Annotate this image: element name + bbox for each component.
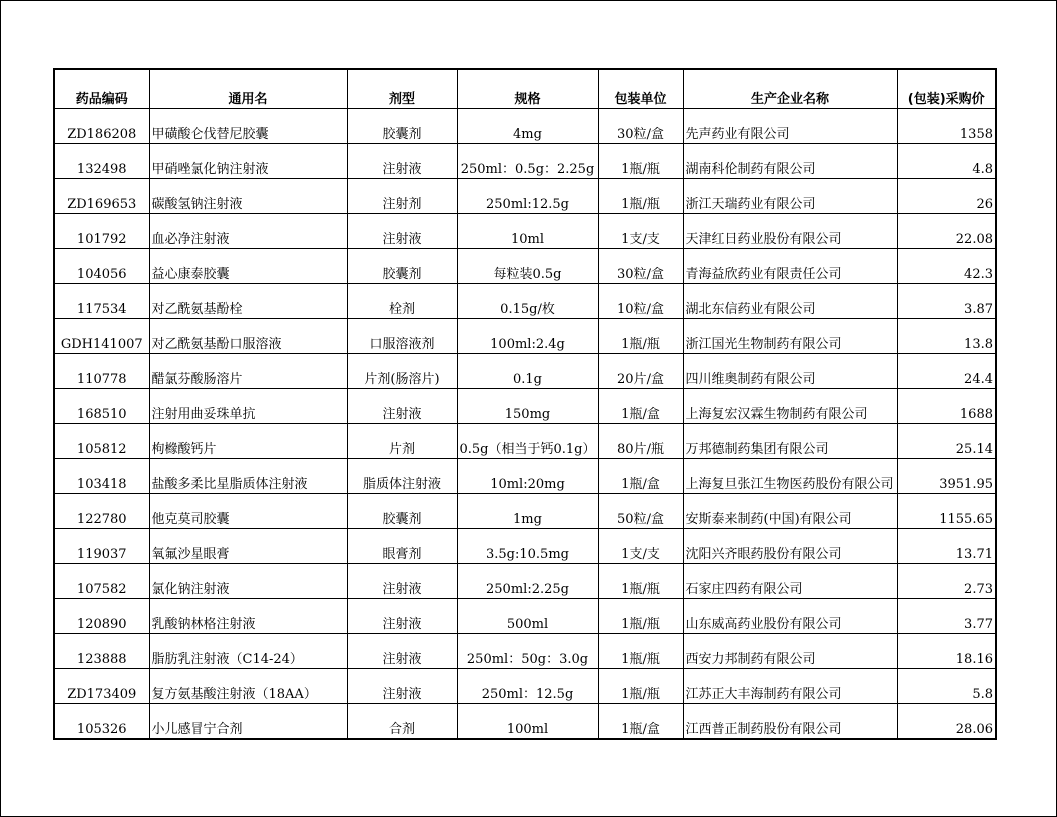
- cell-form: 注射液: [347, 389, 457, 424]
- header-price: (包装)采购价: [897, 69, 996, 109]
- cell-unit: 1瓶/瓶: [598, 564, 683, 599]
- cell-maker: 湖南科伦制药有限公司: [683, 144, 897, 179]
- cell-form: 胶囊剂: [347, 494, 457, 529]
- cell-code: 120890: [54, 599, 149, 634]
- cell-code: GDH141007: [54, 319, 149, 354]
- table-row: [54, 599, 996, 634]
- cell-unit: 30粒/盒: [598, 109, 683, 144]
- table-row: [54, 564, 996, 599]
- cell-name: 注射用曲妥珠单抗: [149, 389, 347, 424]
- table-row: [54, 354, 996, 389]
- table-row: [54, 494, 996, 529]
- cell-code: 107582: [54, 564, 149, 599]
- cell-code: 101792: [54, 214, 149, 249]
- cell-code: 105812: [54, 424, 149, 459]
- cell-unit: 1瓶/瓶: [598, 669, 683, 704]
- cell-unit: 1瓶/瓶: [598, 144, 683, 179]
- table-body: [54, 109, 996, 740]
- cell-maker: 青海益欣药业有限责任公司: [683, 249, 897, 284]
- cell-form: 注射剂: [347, 179, 457, 214]
- cell-price: 3951.95: [897, 459, 996, 494]
- cell-price: 1155.65: [897, 494, 996, 529]
- cell-unit: 80片/瓶: [598, 424, 683, 459]
- cell-maker: 浙江天瑞药业有限公司: [683, 179, 897, 214]
- cell-form: 口服溶液剂: [347, 319, 457, 354]
- cell-price: 28.06: [897, 704, 996, 740]
- cell-name: 乳酸钠林格注射液: [149, 599, 347, 634]
- cell-spec: 10ml: [457, 214, 598, 249]
- cell-name: 益心康泰胶囊: [149, 249, 347, 284]
- cell-price: 1688: [897, 389, 996, 424]
- cell-form: 注射液: [347, 214, 457, 249]
- table-row: [54, 319, 996, 354]
- cell-code: 122780: [54, 494, 149, 529]
- header-unit: 包装单位: [598, 69, 683, 109]
- cell-maker: 浙江国光生物制药有限公司: [683, 319, 897, 354]
- table-row: [54, 249, 996, 284]
- cell-price: 13.8: [897, 319, 996, 354]
- table-row: [54, 214, 996, 249]
- cell-name: 他克莫司胶囊: [149, 494, 347, 529]
- cell-maker: 山东威高药业股份有限公司: [683, 599, 897, 634]
- cell-price: 13.71: [897, 529, 996, 564]
- cell-price: 26: [897, 179, 996, 214]
- cell-form: 注射液: [347, 634, 457, 669]
- header-maker: 生产企业名称: [683, 69, 897, 109]
- cell-code: ZD186208: [54, 109, 149, 144]
- cell-spec: 4mg: [457, 109, 598, 144]
- cell-price: 18.16: [897, 634, 996, 669]
- cell-form: 胶囊剂: [347, 249, 457, 284]
- cell-spec: 500ml: [457, 599, 598, 634]
- cell-spec: 100ml: [457, 704, 598, 740]
- cell-form: 片剂(肠溶片): [347, 354, 457, 389]
- table-row: [54, 634, 996, 669]
- cell-maker: 沈阳兴齐眼药股份有限公司: [683, 529, 897, 564]
- cell-unit: 30粒/盒: [598, 249, 683, 284]
- cell-form: 注射液: [347, 564, 457, 599]
- cell-unit: 1瓶/盒: [598, 459, 683, 494]
- table-row: [54, 389, 996, 424]
- cell-spec: 250ml:12.5g: [457, 179, 598, 214]
- cell-code: 110778: [54, 354, 149, 389]
- cell-form: 脂质体注射液: [347, 459, 457, 494]
- cell-code: ZD169653: [54, 179, 149, 214]
- cell-name: 盐酸多柔比星脂质体注射液: [149, 459, 347, 494]
- cell-spec: 0.15g/枚: [457, 284, 598, 319]
- table-row: [54, 459, 996, 494]
- cell-code: 132498: [54, 144, 149, 179]
- table-row: [54, 179, 996, 214]
- header-row: [54, 69, 996, 109]
- cell-price: 3.77: [897, 599, 996, 634]
- cell-unit: 1瓶/瓶: [598, 599, 683, 634]
- cell-unit: 1支/支: [598, 214, 683, 249]
- cell-maker: 湖北东信药业有限公司: [683, 284, 897, 319]
- cell-unit: 1支/支: [598, 529, 683, 564]
- cell-name: 血必净注射液: [149, 214, 347, 249]
- cell-name: 氧氟沙星眼膏: [149, 529, 347, 564]
- cell-price: 2.73: [897, 564, 996, 599]
- cell-spec: 3.5g:10.5mg: [457, 529, 598, 564]
- cell-price: 42.3: [897, 249, 996, 284]
- cell-code: 103418: [54, 459, 149, 494]
- cell-form: 注射液: [347, 144, 457, 179]
- header-code: 药品编码: [54, 69, 149, 109]
- cell-price: 22.08: [897, 214, 996, 249]
- cell-maker: 四川维奥制药有限公司: [683, 354, 897, 389]
- cell-maker: 先声药业有限公司: [683, 109, 897, 144]
- cell-code: 105326: [54, 704, 149, 740]
- cell-maker: 万邦德制药集团有限公司: [683, 424, 897, 459]
- table-row: [54, 144, 996, 179]
- cell-price: 3.87: [897, 284, 996, 319]
- cell-unit: 1瓶/瓶: [598, 179, 683, 214]
- cell-unit: 1瓶/瓶: [598, 319, 683, 354]
- cell-form: 栓剂: [347, 284, 457, 319]
- cell-form: 注射液: [347, 669, 457, 704]
- cell-maker: 江苏正大丰海制药有限公司: [683, 669, 897, 704]
- cell-name: 枸橼酸钙片: [149, 424, 347, 459]
- cell-spec: 250ml:2.25g: [457, 564, 598, 599]
- cell-name: 氯化钠注射液: [149, 564, 347, 599]
- cell-maker: 石家庄四药有限公司: [683, 564, 897, 599]
- cell-name: 小儿感冒宁合剂: [149, 704, 347, 740]
- cell-maker: 西安力邦制药有限公司: [683, 634, 897, 669]
- table-row: [54, 109, 996, 144]
- cell-spec: 0.5g（相当于钙0.1g）: [457, 424, 598, 459]
- cell-code: 123888: [54, 634, 149, 669]
- cell-unit: 10粒/盒: [598, 284, 683, 319]
- cell-spec: 100ml:2.4g: [457, 319, 598, 354]
- cell-form: 合剂: [347, 704, 457, 740]
- cell-form: 片剂: [347, 424, 457, 459]
- cell-price: 5.8: [897, 669, 996, 704]
- cell-price: 24.4: [897, 354, 996, 389]
- cell-name: 甲磺酸仑伐替尼胶囊: [149, 109, 347, 144]
- cell-spec: 250ml：50g：3.0g: [457, 634, 598, 669]
- table-row: [54, 284, 996, 319]
- cell-name: 复方氨基酸注射液（18AA）: [149, 669, 347, 704]
- cell-form: 注射液: [347, 599, 457, 634]
- cell-spec: 150mg: [457, 389, 598, 424]
- cell-unit: 1瓶/瓶: [598, 634, 683, 669]
- cell-unit: 1瓶/盒: [598, 389, 683, 424]
- header-spec: 规格: [457, 69, 598, 109]
- cell-spec: 250ml：12.5g: [457, 669, 598, 704]
- cell-spec: 250ml：0.5g：2.25g: [457, 144, 598, 179]
- cell-price: 1358: [897, 109, 996, 144]
- cell-maker: 上海复旦张江生物医药股份有限公司: [683, 459, 897, 494]
- cell-code: 104056: [54, 249, 149, 284]
- table-row: [54, 529, 996, 564]
- cell-name: 对乙酰氨基酚栓: [149, 284, 347, 319]
- cell-spec: 1mg: [457, 494, 598, 529]
- cell-spec: 0.1g: [457, 354, 598, 389]
- cell-maker: 安斯泰来制药(中国)有限公司: [683, 494, 897, 529]
- table-row: [54, 669, 996, 704]
- cell-spec: 每粒装0.5g: [457, 249, 598, 284]
- cell-unit: 20片/盒: [598, 354, 683, 389]
- cell-name: 甲硝唑氯化钠注射液: [149, 144, 347, 179]
- cell-maker: 天津红日药业股份有限公司: [683, 214, 897, 249]
- cell-unit: 1瓶/盒: [598, 704, 683, 740]
- cell-name: 对乙酰氨基酚口服溶液: [149, 319, 347, 354]
- cell-price: 4.8: [897, 144, 996, 179]
- cell-maker: 江西普正制药股份有限公司: [683, 704, 897, 740]
- cell-unit: 50粒/盒: [598, 494, 683, 529]
- cell-form: 眼膏剂: [347, 529, 457, 564]
- cell-maker: 上海复宏汉霖生物制药有限公司: [683, 389, 897, 424]
- table-row: [54, 704, 996, 740]
- cell-code: 119037: [54, 529, 149, 564]
- cell-code: 117534: [54, 284, 149, 319]
- cell-name: 脂肪乳注射液（C14-24）: [149, 634, 347, 669]
- cell-price: 25.14: [897, 424, 996, 459]
- cell-form: 胶囊剂: [347, 109, 457, 144]
- drug-procurement-table: [53, 68, 997, 740]
- cell-name: 醋氯芬酸肠溶片: [149, 354, 347, 389]
- cell-name: 碳酸氢钠注射液: [149, 179, 347, 214]
- table-row: [54, 424, 996, 459]
- cell-code: 168510: [54, 389, 149, 424]
- header-name: 通用名: [149, 69, 347, 109]
- cell-code: ZD173409: [54, 669, 149, 704]
- cell-spec: 10ml:20mg: [457, 459, 598, 494]
- header-form: 剂型: [347, 69, 457, 109]
